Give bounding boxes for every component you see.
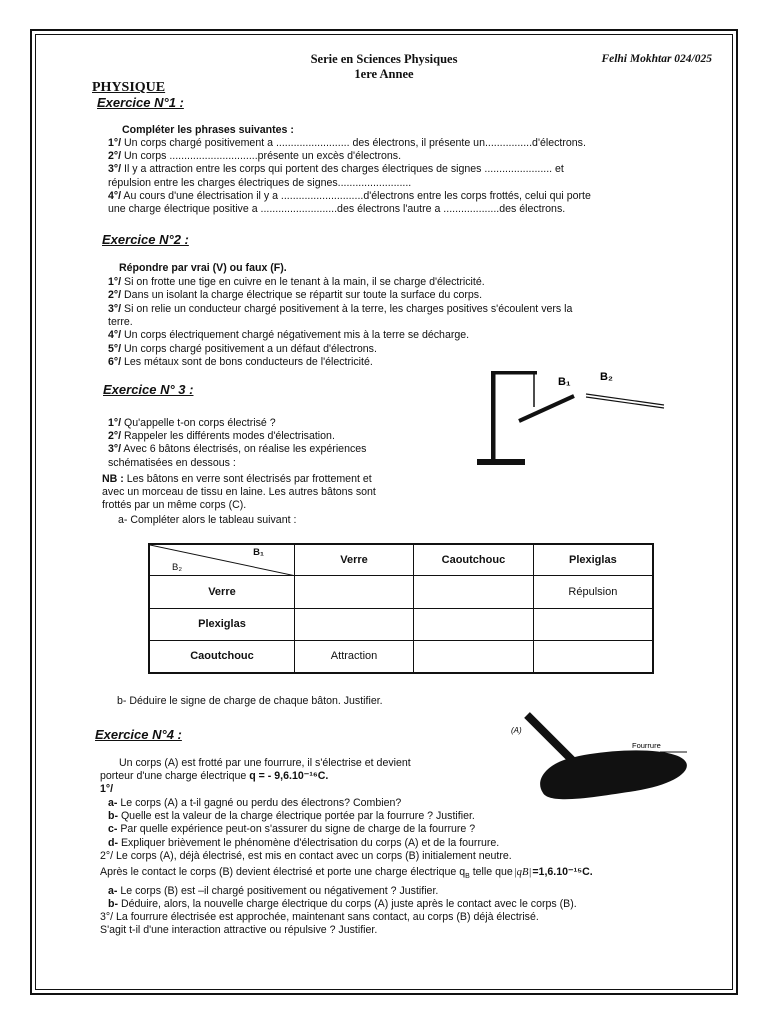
label-b2: B₂ bbox=[600, 371, 613, 383]
ex4-q2: 2°/ Le corps (A), déjà électrisé, est mis en contact avec un corps (B) initialement neutre. bbox=[100, 850, 512, 862]
list-item bbox=[108, 316, 133, 329]
item-text: schématisées en dessous : bbox=[108, 456, 236, 469]
stick-b2-upper bbox=[586, 394, 664, 405]
list-item bbox=[108, 898, 577, 911]
item-number: 3°/ bbox=[108, 163, 122, 176]
nb-line-2: avec un morceau de tissu en laine. Les autres bâtons sont bbox=[102, 486, 376, 498]
doc-subtitle: 1ere Annee bbox=[354, 67, 414, 81]
author-label: Felhi Mokhtar 024/025 bbox=[601, 53, 712, 65]
item-number: 4°/ bbox=[108, 189, 122, 202]
item-number: b- bbox=[108, 810, 118, 823]
item-text: répulsion entre les charges électriques de signes......................... bbox=[108, 176, 412, 189]
item-text: Un corps ..............................présente un excès d'électrons. bbox=[121, 150, 402, 163]
item-number: 3°/ bbox=[108, 302, 122, 315]
table-header-row bbox=[149, 544, 653, 575]
label-fourrure: Fourrure bbox=[632, 741, 661, 750]
table-cell bbox=[414, 640, 534, 673]
ex4-q2b-sub: B bbox=[465, 873, 470, 881]
item-number: d- bbox=[108, 836, 118, 849]
list-item bbox=[108, 329, 469, 342]
exercise-4-title: Exercice N°4 : bbox=[95, 727, 182, 742]
fur-rubbing-figure bbox=[505, 705, 705, 810]
doc-title: Serie en Sciences Physiques bbox=[310, 52, 458, 66]
ex4-q3b: S'agit t-il d'une interaction attractive ou répulsive ? Justifier. bbox=[100, 924, 378, 936]
table-cell: Attraction bbox=[294, 640, 413, 673]
item-text: une charge électrique positive a ..........................des électrons l'autre a ...................des électrons. bbox=[108, 203, 566, 215]
list-item bbox=[108, 457, 236, 470]
list-item bbox=[108, 343, 377, 356]
list-item bbox=[108, 203, 565, 216]
electroscope-figure bbox=[470, 365, 720, 470]
table-row bbox=[149, 608, 653, 640]
row-header-verre: Verre bbox=[149, 575, 294, 608]
ex4-intro-2 bbox=[100, 770, 328, 783]
list-item bbox=[108, 823, 475, 836]
item-text: Le corps (B) est –il chargé positivement ou négativement ? Justifier. bbox=[117, 885, 439, 897]
body-a-handle bbox=[527, 715, 575, 763]
item-number: 3°/ bbox=[108, 443, 122, 456]
ex4-q1-label: 1°/ bbox=[100, 783, 114, 795]
item-text: Rappeler les différents modes d'électrisation. bbox=[121, 430, 335, 443]
col-header-plexiglas: Plexiglas bbox=[533, 544, 653, 575]
ex4-q2b-abs: |qB| bbox=[513, 867, 532, 878]
table-cell bbox=[533, 608, 653, 640]
item-text: Si on relie un conducteur chargé positivement à la terre, les charges positives s'écoulent vers la bbox=[121, 302, 573, 315]
list-item bbox=[108, 163, 564, 176]
table-cell bbox=[294, 575, 413, 608]
part-a-text: a- Compléter alors le tableau suivant : bbox=[118, 514, 297, 526]
ex4-intro-1: Un corps (A) est frotté par une fourrure, il s'électrise et devient bbox=[119, 757, 411, 769]
table-row bbox=[149, 640, 653, 673]
ex4-q2b-text: Après le contact le corps (B) devient électrisé et porte une charge électrique q bbox=[100, 866, 466, 878]
exercise-2-title: Exercice N°2 : bbox=[102, 232, 189, 247]
item-text: Expliquer brièvement le phénomène d'électrisation du corps (A) et de la fourrure. bbox=[118, 836, 500, 849]
corner-label-b2: B₂ bbox=[172, 561, 183, 573]
ex4-charge-value: q = - 9,6.10⁻¹⁶C. bbox=[249, 770, 329, 782]
ex4-intro-2-text: porteur d'une charge électrique bbox=[100, 770, 250, 782]
stand-pole bbox=[491, 371, 496, 461]
item-text: Un corps chargé positivement a ......................... des électrons, il présente un................d'électrons. bbox=[121, 137, 586, 149]
stick-b2-lower bbox=[586, 397, 664, 408]
row-header-caoutchouc: Caoutchouc bbox=[149, 640, 294, 673]
nb-label: NB : bbox=[102, 473, 124, 485]
table-cell bbox=[294, 608, 413, 640]
item-text: Si on frotte une tige en cuivre en le tenant à la main, il se charge d'électricité. bbox=[121, 276, 485, 288]
item-text: Quelle est la valeur de la charge électrique portée par la fourrure ? Justifier. bbox=[118, 810, 475, 823]
nb-line-1 bbox=[102, 473, 372, 486]
item-number: 4°/ bbox=[108, 329, 122, 342]
list-item bbox=[108, 276, 485, 289]
item-number: 6°/ bbox=[108, 355, 122, 368]
table-cell: Répulsion bbox=[533, 575, 653, 608]
item-number: a- bbox=[108, 797, 118, 809]
item-number: a- bbox=[108, 885, 118, 897]
exercise-1-title: Exercice N°1 : bbox=[97, 95, 184, 110]
ex4-q3: 3°/ La fourrure électrisée est approchée, maintenant sans contact, au corps (B) déjà électrisé. bbox=[100, 911, 539, 923]
exercise-1-instruction: Compléter les phrases suivantes : bbox=[122, 124, 294, 136]
list-item bbox=[108, 810, 475, 823]
exercise-2-instruction: Répondre par vrai (V) ou faux (F). bbox=[119, 262, 287, 274]
item-text: Déduire, alors, la nouvelle charge électrique du corps (A) juste après le contact avec le corps (B). bbox=[118, 898, 577, 911]
exercise-3-title: Exercice N° 3 : bbox=[103, 382, 194, 397]
corner-label-b1: B₁ bbox=[253, 547, 264, 558]
item-number: c- bbox=[108, 823, 118, 836]
label-a: (A) bbox=[511, 726, 522, 735]
item-text: Dans un isolant la charge électrique se répartit sur toute la surface du corps. bbox=[121, 289, 483, 302]
table-cell bbox=[533, 640, 653, 673]
table-row bbox=[149, 575, 653, 608]
ex4-q2b bbox=[100, 866, 593, 883]
item-number: 5°/ bbox=[108, 342, 122, 355]
nb-line-3: frottés par un même corps (C). bbox=[102, 499, 247, 511]
item-number: 1°/ bbox=[108, 417, 122, 429]
table-corner-cell bbox=[149, 544, 294, 575]
item-text: Qu'appelle t-on corps électrisé ? bbox=[121, 417, 276, 429]
list-item bbox=[108, 797, 401, 810]
list-item bbox=[108, 177, 411, 190]
stand-base bbox=[477, 459, 525, 465]
ex4-q2b-val: =1,6.10⁻¹⁵C. bbox=[532, 866, 593, 878]
list-item bbox=[108, 289, 482, 302]
list-item bbox=[108, 356, 373, 369]
col-header-caoutchouc: Caoutchouc bbox=[414, 544, 534, 575]
item-number: 2°/ bbox=[108, 289, 122, 302]
list-item bbox=[108, 430, 335, 443]
section-heading: PHYSIQUE bbox=[92, 80, 166, 95]
list-item bbox=[108, 150, 401, 163]
item-number: 2°/ bbox=[108, 430, 122, 443]
item-number: 1°/ bbox=[108, 276, 122, 288]
item-text: Un corps électriquement chargé négativement mis à la terre se décharge. bbox=[121, 329, 470, 342]
list-item bbox=[108, 137, 586, 150]
ex4-q2b-end: telle que bbox=[469, 866, 513, 878]
nb-text-1: Les bâtons en verre sont électrisés par frottement et bbox=[123, 473, 372, 485]
list-item bbox=[108, 303, 572, 316]
item-text: Le corps (A) a t-il gagné ou perdu des électrons? Combien? bbox=[117, 797, 402, 809]
item-text: terre. bbox=[108, 315, 133, 328]
col-header-verre: Verre bbox=[294, 544, 413, 575]
item-text: Un corps chargé positivement a un défaut d'électrons. bbox=[121, 342, 377, 355]
part-b-text: b- Déduire le signe de charge de chaque bâton. Justifier. bbox=[117, 695, 383, 707]
list-item bbox=[108, 885, 438, 898]
item-text: Avec 6 bâtons électrisés, on réalise les expériences bbox=[121, 443, 367, 456]
stick-b1 bbox=[519, 396, 574, 421]
item-text: Au cours d'une électrisation il y a ............................d'électrons entre les corps frottés, celui qui porte bbox=[121, 189, 591, 202]
list-item bbox=[108, 417, 276, 430]
list-item bbox=[108, 837, 499, 850]
stand-arm bbox=[491, 371, 537, 375]
item-text: Les métaux sont de bons conducteurs de l'électricité. bbox=[121, 355, 373, 368]
list-item bbox=[108, 443, 366, 456]
item-number: 2°/ bbox=[108, 150, 122, 163]
table-cell bbox=[414, 575, 534, 608]
row-header-plexiglas: Plexiglas bbox=[149, 608, 294, 640]
item-number: 1°/ bbox=[108, 137, 122, 149]
item-text: Il y a attraction entre les corps qui portent des charges électriques de signes ....................... et bbox=[121, 163, 564, 176]
list-item bbox=[108, 190, 591, 203]
fur-shape bbox=[540, 750, 687, 799]
table-cell bbox=[414, 608, 534, 640]
label-b1: B₁ bbox=[558, 376, 571, 388]
item-number: b- bbox=[108, 898, 118, 911]
item-text: Par quelle expérience peut-on s'assurer du signe de charge de la fourrure ? bbox=[117, 823, 476, 836]
interaction-table bbox=[148, 543, 654, 674]
